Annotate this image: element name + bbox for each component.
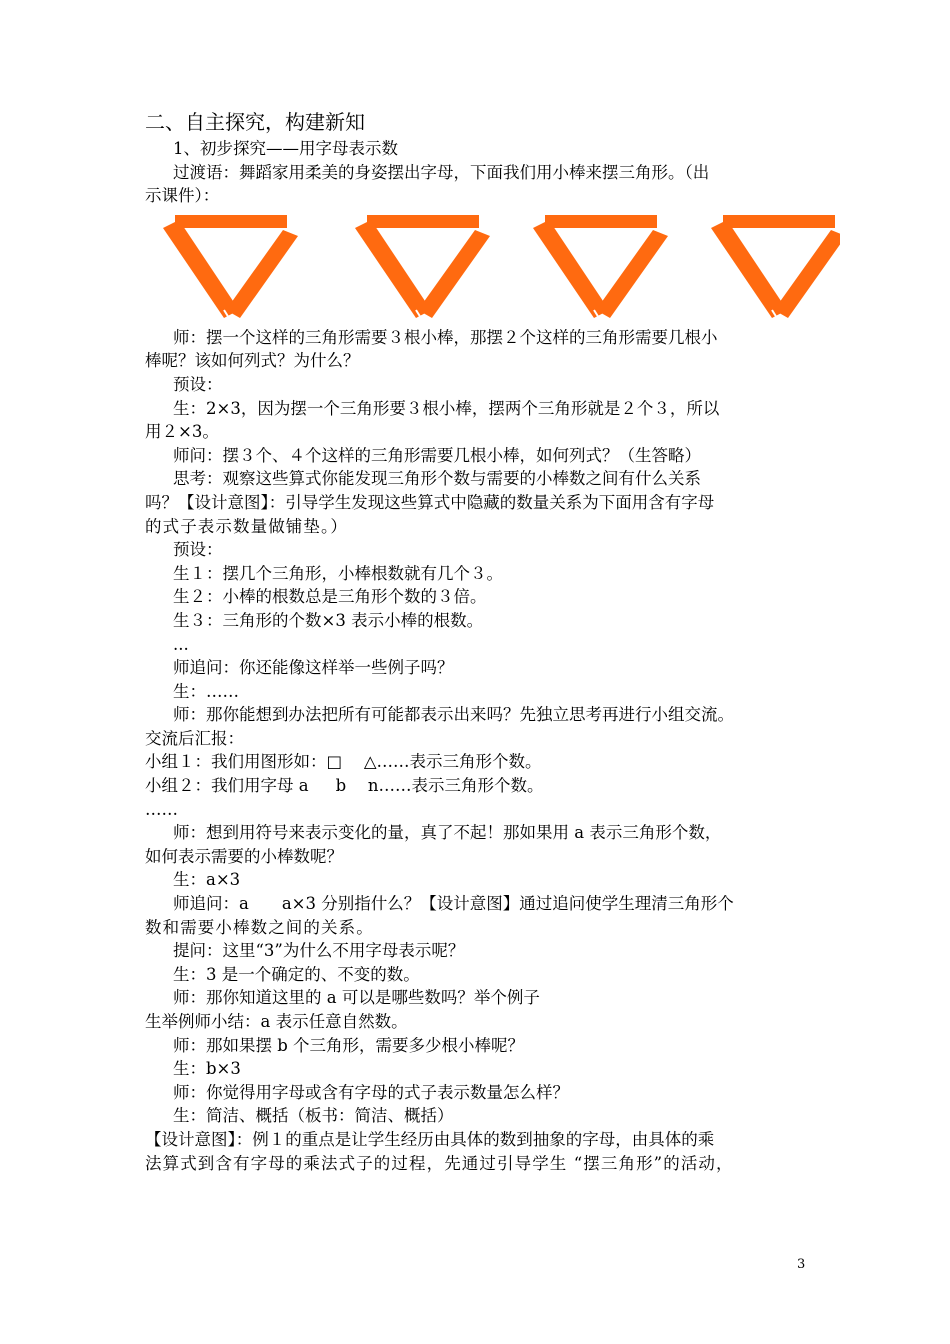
paragraph-line: 师：那你能想到办法把所有可能都表示出来吗？先独立思考再进行小组交流。 [173,705,734,725]
paragraph-line: 吗？【设计意图】：引导学生发现这些算式中隐藏的数量关系为下面用含有字母 [145,492,715,512]
paragraph-line: 生：3 是一个确定的、不变的数。 [173,964,420,984]
paragraph-line: 预设： [173,540,223,560]
section-heading: 二、自主探究，构建新知 [145,110,365,134]
paragraph-line: 生２：小棒的根数总是三角形个数的３倍。 [173,587,487,607]
paragraph-line: 示课件）： [145,186,220,206]
triangle-4 [711,215,840,318]
paragraph-line: 师追问：a a×3 分别指什么？【设计意图】通过追问使学生理清三角形个 [173,894,734,914]
paragraph-line: 如何表示需要的小棒数呢？ [145,846,343,866]
paragraph-line: 师：摆一个这样的三角形需要３根小棒，那摆２个这样的三角形需要几根小 [173,327,718,347]
paragraph-line: 数和需要小棒数之间的关系。 [145,917,374,937]
paragraph-line: 【设计意图】：例１的重点是让学生经历由具体的数到抽象的字母，由具体的乘 [145,1129,715,1149]
triangle-sticks-figure [145,208,810,326]
paragraph-line: 生举例师小结：a 表示任意自然数。 [145,1012,408,1031]
paragraph-line: 生３：三角形的个数×3 表示小棒的根数。 [173,610,484,630]
paragraph-line: 生：…… [173,681,239,701]
paragraph-line: 过渡语：舞蹈家用柔美的身姿摆出字母，下面我们用小棒来摆三角形。（出 [173,162,710,182]
paragraph-line: 师：那如果摆 b 个三角形，需要多少根小棒呢？ [173,1035,525,1055]
paragraph-line: 生：2×3，因为摆一个三角形要３根小棒，摆两个三角形就是２个３，所以 [173,398,720,418]
paragraph-line: 小组１：我们用图形如：□ △……表示三角形个数。 [145,752,542,772]
paragraph-line: 生１：摆几个三角形，小棒根数就有几个３。 [173,563,503,583]
paragraph-line: 小组２：我们用字母 a b n……表示三角形个数。 [145,776,544,796]
paragraph-line: 提问：这里“3”为什么不用字母表示呢？ [173,941,465,961]
paragraph-line: 的式子表示数量做铺垫。） [145,516,348,536]
paragraph-line: 用２×3。 [145,422,219,442]
subheading: 1、初步探究——用字母表示数 [173,139,398,158]
paragraph-line: ... [173,634,189,654]
paragraph-line: …… [145,799,178,819]
lesson-body [145,137,810,1175]
triangle-1 [163,215,298,318]
paragraph-line: 生：a×3 [173,870,241,890]
page-number: 3 [797,1257,806,1272]
paragraph-line: 师：你觉得用字母或含有字母的式子表示数量怎么样？ [173,1082,569,1102]
paragraph-line: 师：想到用符号来表示变化的量，真了不起！那如果用 a 表示三角形个数， [173,823,722,843]
paragraph-line: 师追问：你还能像这样举一些例子吗？ [173,658,454,678]
paragraph-line: 思考：观察这些算式你能发现三角形个数与需要的小棒数之间有什么关系 [173,469,701,489]
triangle-sticks-illustration [160,210,840,320]
triangle-2 [355,215,490,318]
paragraph-line: 生：简洁、概括（板书：简洁、概括） [173,1106,454,1126]
paragraph-line: 法算式到含有字母的乘法式子的过程，先通过引导学生 “摆三角形”的活动， [145,1153,734,1173]
paragraph-line: 师：那你知道这里的 a 可以是哪些数吗？举个例子 [173,988,540,1008]
paragraph-line: 交流后汇报： [145,728,244,748]
paragraph-line: 师问：摆３个、４个这样的三角形需要几根小棒，如何列式？（生答略） [173,445,701,465]
paragraph-line: 棒呢？该如何列式？为什么？ [145,351,360,371]
triangle-3 [533,215,668,318]
paragraph-line: 预设： [173,374,223,394]
paragraph-line: 生：b×3 [173,1059,241,1079]
